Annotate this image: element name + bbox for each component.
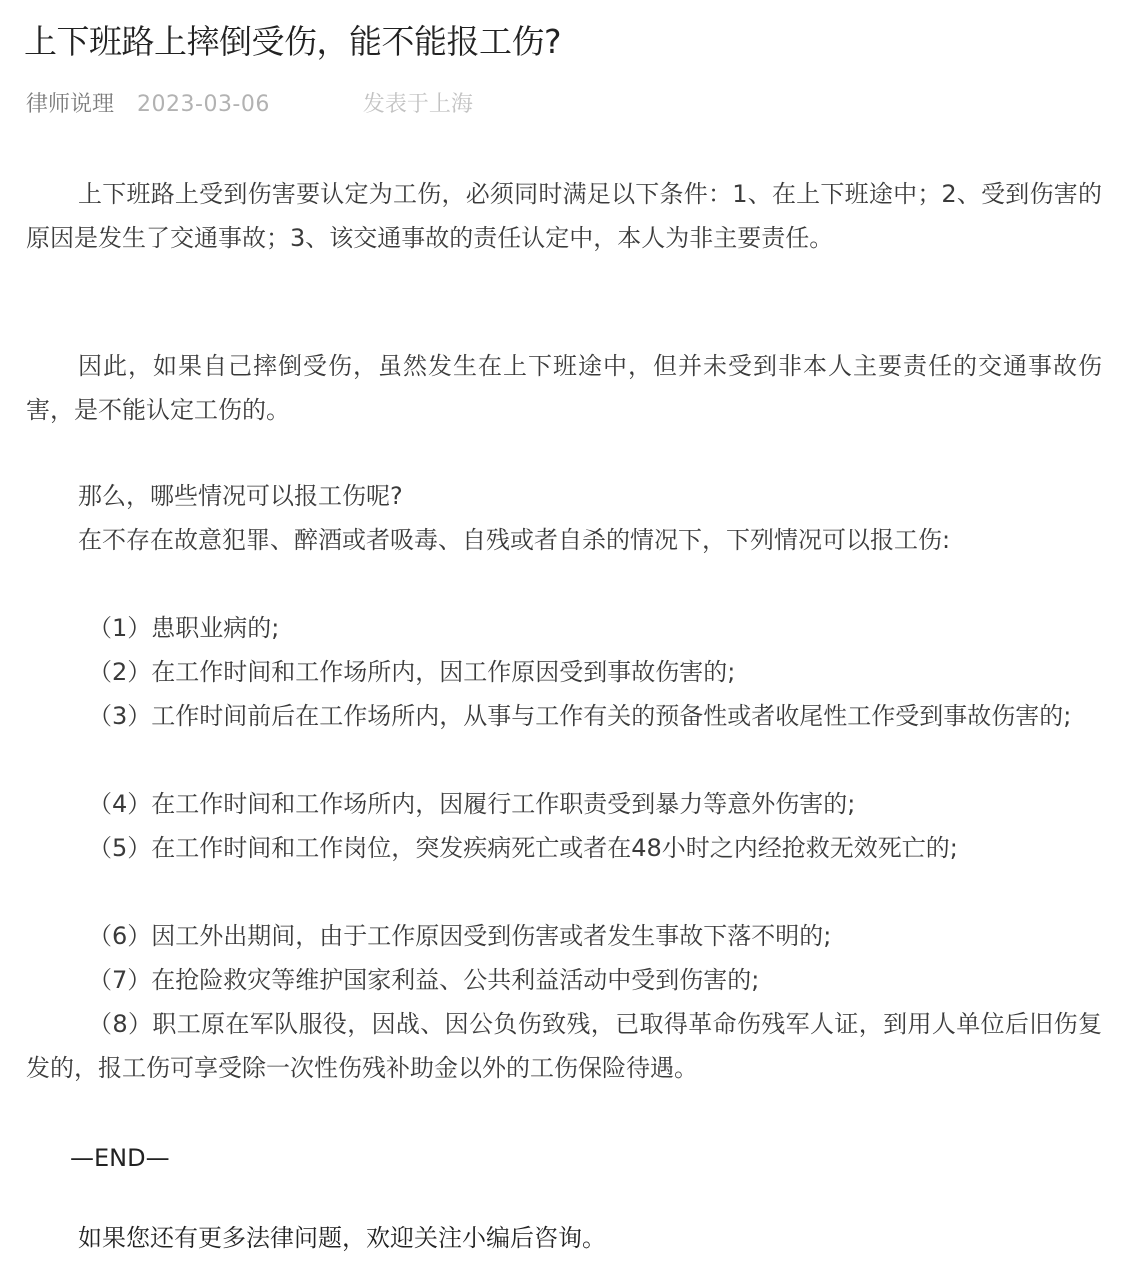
list-item: （3）工作时间前后在工作场所内，从事与工作有关的预备性或者收尾性工作受到事故伤害的;	[88, 702, 1072, 730]
paragraph-conditions: 上下班路上受到伤害要认定为工伤，必须同时满足以下条件：1、在上下班途中；2、受到伤害的原因是发生了交通事故；3、该交通事故的责任认定中，本人为非主要责任。	[26, 180, 1102, 252]
list-item: （2）在工作时间和工作场所内，因工作原因受到事故伤害的;	[88, 658, 736, 686]
paragraph-intro: 在不存在故意犯罪、醉酒或者吸毒、自残或者自杀的情况下，下列情况可以报工伤:	[78, 526, 951, 554]
closing-note: 如果您还有更多法律问题，欢迎关注小编后咨询。	[78, 1224, 606, 1252]
end-marker: —END—	[70, 1144, 170, 1172]
list-item: （8）职工原在军队服役，因战、因公负伤致残，已取得革命伤残军人证，到用人单位后旧伤复发的，报工伤可享受除一次性伤残补助金以外的工伤保险待遇。	[26, 1010, 1102, 1082]
article-meta	[26, 88, 473, 122]
list-item: （5）在工作时间和工作岗位，突发疾病死亡或者在48小时之内经抢救无效死亡的;	[88, 834, 958, 862]
list-item: （1）患职业病的;	[88, 614, 280, 642]
article-title: 上下班路上摔倒受伤，能不能报工伤?	[24, 22, 562, 61]
paragraph-question: 那么，哪些情况可以报工伤呢?	[78, 482, 403, 510]
list-item: （7）在抢险救灾等维护国家利益、公共利益活动中受到伤害的;	[88, 966, 760, 994]
publish-date: 2023-03-06	[137, 92, 270, 117]
list-item: （6）因工外出期间，由于工作原因受到伤害或者发生事故下落不明的;	[88, 922, 832, 950]
author-link[interactable]: 律师说理	[26, 92, 115, 117]
list-item: （4）在工作时间和工作场所内，因履行工作职责受到暴力等意外伤害的;	[88, 790, 856, 818]
publish-location: 发表于上海	[362, 92, 473, 117]
paragraph-conclusion: 因此，如果自己摔倒受伤，虽然发生在上下班途中，但并未受到非本人主要责任的交通事故伤害，是不能认定工伤的。	[26, 352, 1102, 424]
